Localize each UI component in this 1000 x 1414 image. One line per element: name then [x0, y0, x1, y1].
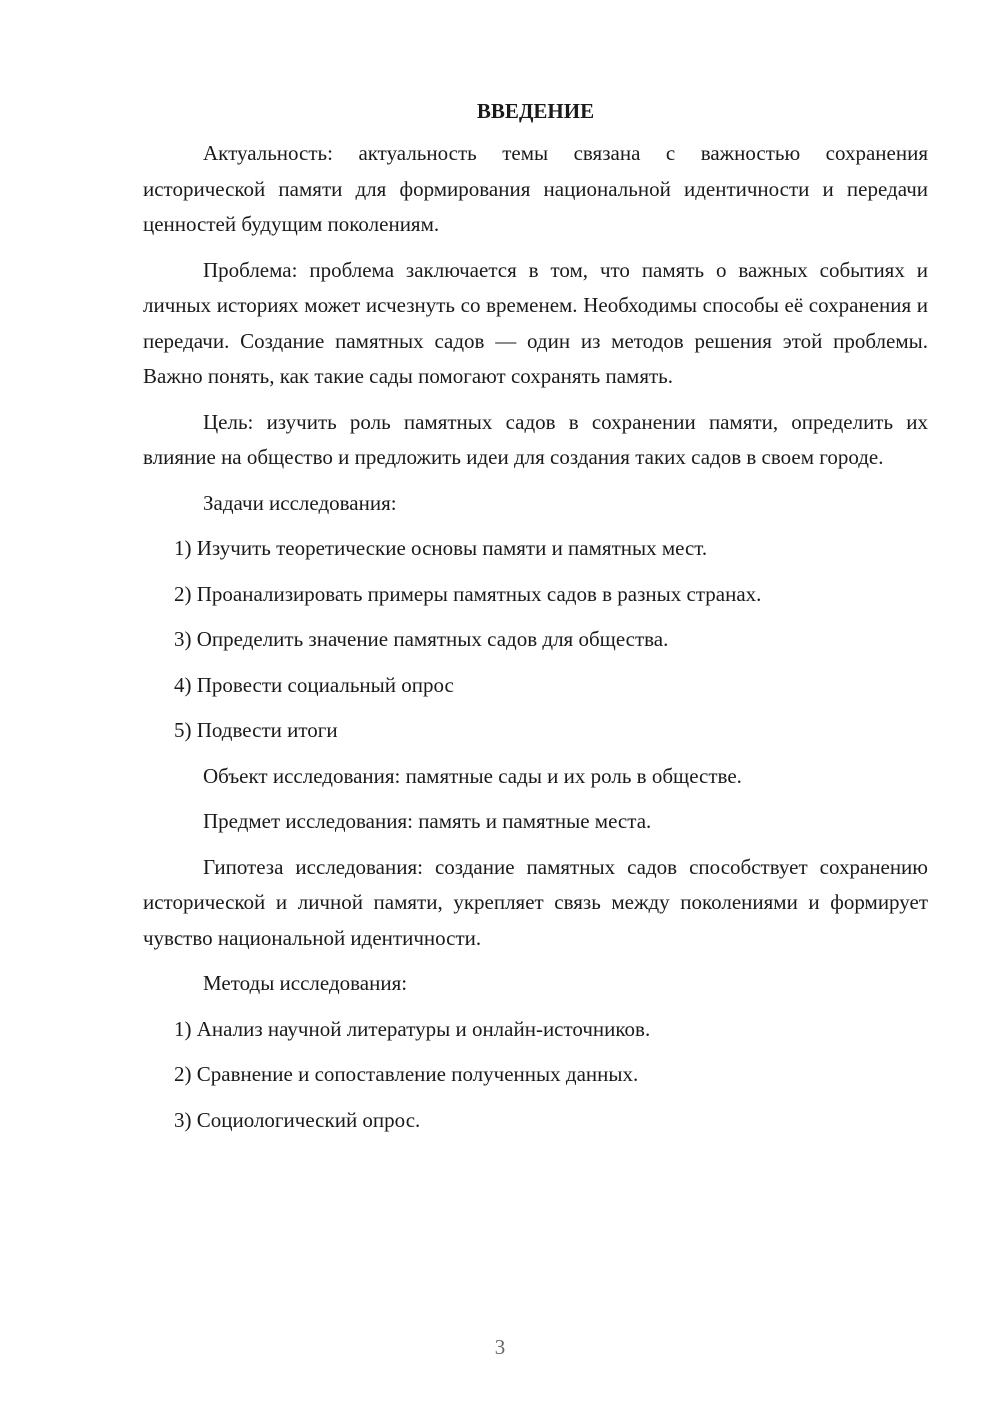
page-content	[143, 96, 928, 1148]
method-item: 3) Социологический опрос.	[174, 1107, 421, 1132]
problem-paragraph: Проблема: проблема заключается в том, что память о важных событиях и личных историях может исчезнуть со временем. Необходимы способы её сохранения и передачи. Создание памятных садов — один из методов решения этой проблемы. Важно понять, как такие сады помогают сохранять память.	[143, 257, 928, 388]
methods-heading: Методы исследования:	[203, 971, 408, 995]
subject-paragraph: Предмет исследования: память и памятные места.	[203, 809, 652, 833]
page-title: ВВЕДЕНИЕ	[476, 99, 595, 123]
tasks-heading: Задачи исследования:	[203, 490, 397, 515]
relevance-paragraph: Актуальность: актуальность темы связана с важностью сохранения исторической памяти для формирования национальной идентичности и передачи ценностей будущим поколениям.	[143, 141, 928, 236]
task-item: 2) Проанализировать примеры памятных садов в разных странах.	[174, 581, 762, 606]
object-paragraph: Объект исследования: памятные сады и их роль в обществе.	[203, 763, 742, 788]
task-item: 3) Определить значение памятных садов для общества.	[174, 627, 669, 651]
hypothesis-paragraph: Гипотеза исследования: создание памятных садов способствует сохранению исторической и личной памяти, укрепляет связь между поколениями и формирует чувство национальной идентичности.	[143, 854, 928, 950]
method-item: 1) Анализ научной литературы и онлайн-источников.	[174, 1016, 651, 1041]
goal-paragraph: Цель: изучить роль памятных садов в сохранении памяти, определить их влияние на общество и предложить идеи для создания таких садов в своем городе.	[143, 409, 928, 469]
page-number: 3	[494, 1335, 506, 1359]
task-item: 1) Изучить теоретические основы памяти и памятных мест.	[174, 536, 708, 560]
task-item: 5) Подвести итоги	[174, 718, 338, 742]
method-item: 2) Сравнение и сопоставление полученных данных.	[174, 1062, 639, 1086]
task-item: 4) Провести социальный опрос	[174, 672, 454, 697]
